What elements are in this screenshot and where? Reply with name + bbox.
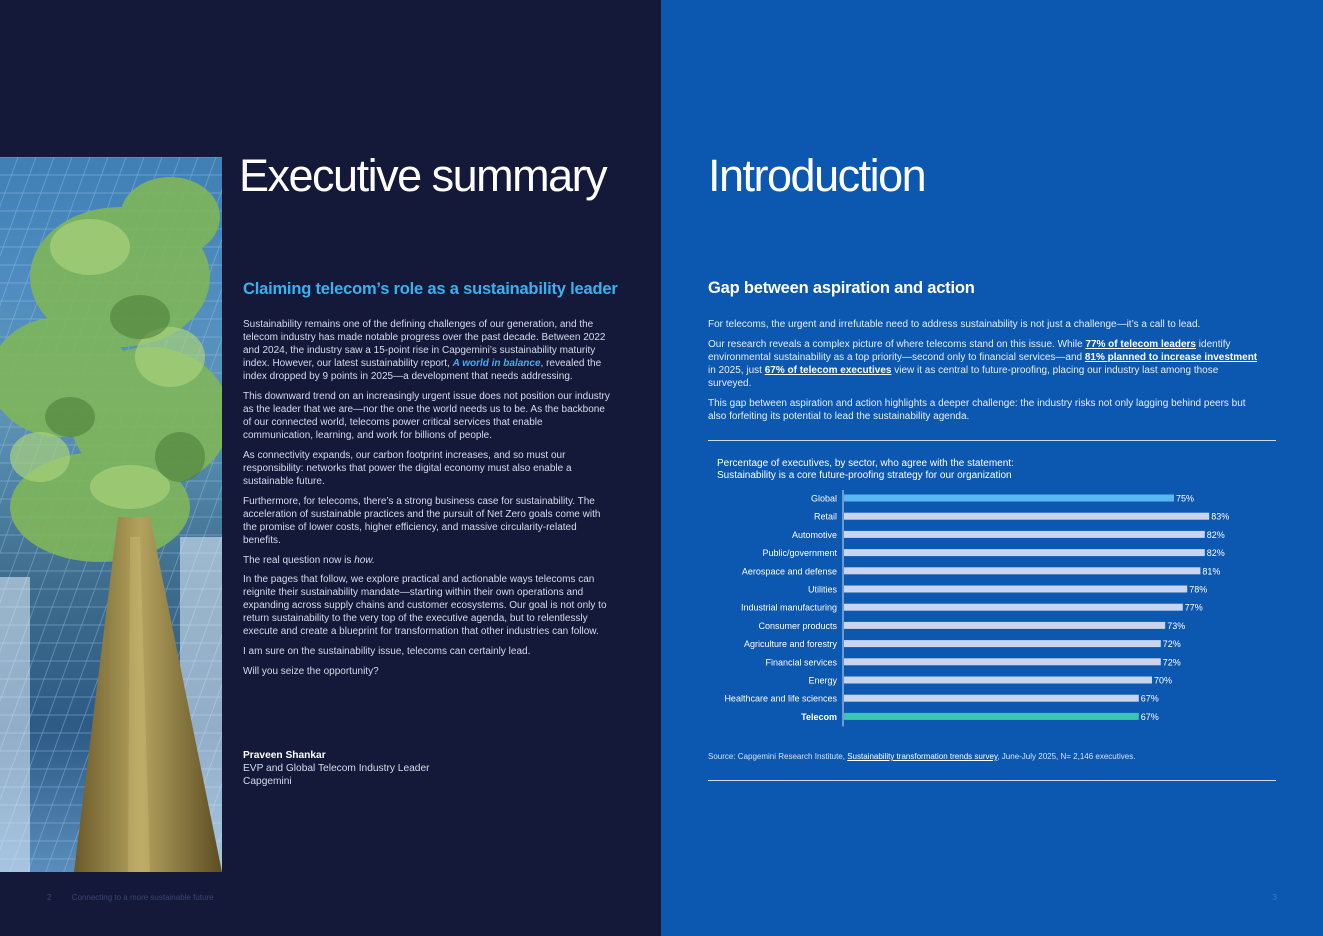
page-number: 2 bbox=[47, 893, 52, 902]
paragraph bbox=[708, 338, 1258, 390]
signature-name: Praveen Shankar bbox=[243, 750, 326, 761]
bar-financial-services bbox=[844, 658, 1161, 665]
emphasis-text: how. bbox=[354, 554, 375, 566]
chart-source bbox=[708, 752, 1135, 761]
category-label: Healthcare and life sciences bbox=[724, 693, 837, 704]
tree-photo bbox=[0, 157, 222, 872]
category-label: Utilities bbox=[807, 584, 837, 595]
value-label: 67% bbox=[1140, 711, 1159, 722]
bar-healthcare-and-life-sciences bbox=[844, 695, 1139, 702]
source-text: Source: Capgemini Research Institute, bbox=[708, 752, 845, 761]
paragraph: In the pages that follow, we explore practical and actionable ways telecoms can reignite their sustainability mandate—starting within their own operations and expanding across supply chains and customer ecosystems. Our goal is not only to return sustainability to the very top of the executive agenda, but to relentlessly execute and create a blueprint for transformation that other industries can follow. bbox=[243, 574, 607, 638]
category-label: Industrial manufacturing bbox=[740, 602, 837, 613]
footer bbox=[1273, 893, 1277, 902]
signature-role: EVP and Global Telecom Industry Leader bbox=[243, 763, 430, 774]
category-label: Financial services bbox=[765, 657, 837, 668]
paragraph bbox=[243, 318, 615, 383]
left-page bbox=[0, 0, 661, 936]
category-label: Global bbox=[810, 493, 837, 504]
category-label: Consumer products bbox=[758, 620, 837, 631]
value-label: 75% bbox=[1176, 493, 1195, 504]
right-page bbox=[661, 0, 1323, 936]
paragraph-text: The real question now is bbox=[243, 554, 352, 566]
paragraph: I am sure on the sustainability issue, telecoms can certainly lead. bbox=[243, 646, 531, 658]
value-label: 81% bbox=[1202, 566, 1221, 577]
bar-public-government bbox=[844, 549, 1205, 556]
page-number: 3 bbox=[1272, 893, 1277, 902]
stat-link-investment[interactable]: 81% planned to increase investment bbox=[1084, 352, 1258, 363]
source-text: , June-July 2025, N= 2,146 executives. bbox=[997, 752, 1136, 761]
stat-link-telecom-executives[interactable]: 67% of telecom executives bbox=[764, 365, 892, 376]
paragraph: Will you seize the opportunity? bbox=[243, 665, 379, 677]
paragraph-text: Our research reveals a complex picture of where telecoms stand on this issue. While bbox=[708, 339, 1083, 350]
category-label: Telecom bbox=[801, 711, 837, 722]
value-label: 73% bbox=[1167, 620, 1186, 631]
value-label: 72% bbox=[1162, 639, 1181, 650]
bar-telecom bbox=[844, 713, 1139, 720]
survey-link[interactable]: Sustainability transformation trends survey bbox=[847, 752, 998, 761]
value-label: 77% bbox=[1184, 602, 1203, 613]
bar-industrial-manufacturing bbox=[844, 604, 1183, 611]
signature-block bbox=[243, 749, 430, 788]
bar-retail bbox=[844, 513, 1209, 520]
footer bbox=[47, 893, 214, 902]
introduction-body bbox=[708, 318, 1258, 430]
paragraph-text: view it as central to future-proofing, placing our industry last among those surveyed. bbox=[708, 365, 1219, 389]
value-label: 78% bbox=[1189, 584, 1208, 595]
divider bbox=[708, 780, 1276, 781]
bar-utilities bbox=[844, 586, 1187, 593]
paragraph-text: in 2025, just bbox=[708, 365, 762, 376]
stat-link-telecom-leaders[interactable]: 77% of telecom leaders bbox=[1085, 339, 1196, 350]
paragraph: For telecoms, the urgent and irrefutable need to address sustainability is not just a challenge—it’s a call to lead. bbox=[708, 319, 1201, 330]
chart-title bbox=[717, 458, 1237, 482]
category-label: Aerospace and defense bbox=[741, 566, 837, 577]
value-label: 67% bbox=[1140, 693, 1159, 704]
bar-global bbox=[844, 495, 1174, 502]
paragraph: As connectivity expands, our carbon footprint increases, and so must our responsibility: networks that power the digital economy must also enable a sustainable future. bbox=[243, 449, 572, 488]
paragraph-text: Sustainability remains one of the defining challenges of our generation, and the telecom industry has made notable progress over the past decade. Between 2022 and 2024, the industry saw a 15-point rise in Capgemini’s sustainability maturity index. However, our latest sustainability report, bbox=[243, 319, 606, 370]
tree-illustration bbox=[0, 157, 222, 872]
chart-subtitle-line: Sustainability is a core future-proofing strategy for our organization bbox=[717, 470, 1012, 481]
category-label: Retail bbox=[813, 511, 837, 522]
footer-title: Connecting to a more sustainable future bbox=[71, 893, 214, 902]
value-label: 83% bbox=[1211, 511, 1230, 522]
paragraph: This downward trend on an increasingly urgent issue does not position our industry as the leader that we are—nor the one the world needs us to be. As the backbone of our connected world, telecoms power critical services that enable communication, learning, and work for billions of people. bbox=[243, 390, 610, 442]
bar-energy bbox=[844, 677, 1152, 684]
paragraph bbox=[243, 554, 615, 567]
category-label: Automotive bbox=[791, 529, 837, 540]
section-subhead: Gap between aspiration and action bbox=[708, 279, 975, 297]
bar-agriculture-and-forestry bbox=[844, 640, 1161, 647]
report-link[interactable]: A world in balance bbox=[452, 358, 541, 370]
signature-company: Capgemini bbox=[243, 776, 292, 787]
bar-aerospace-and-defense bbox=[844, 567, 1200, 574]
paragraph-text: , revealed the index dropped by 9 points in 2025—a development that needs addressing. bbox=[243, 358, 602, 383]
page-title: Introduction bbox=[708, 150, 926, 201]
value-label: 82% bbox=[1206, 529, 1225, 540]
value-label: 82% bbox=[1206, 548, 1225, 559]
bar-consumer-products bbox=[844, 622, 1165, 629]
paragraph: Furthermore, for telecoms, there’s a strong business case for sustainability. The acceleration of sustainable practices and the pursuit of Net Zero goals come with the promise of lower costs, higher efficiency, and massive circularity-related benefits. bbox=[243, 495, 601, 546]
value-label: 72% bbox=[1162, 657, 1181, 668]
category-label: Energy bbox=[808, 675, 837, 686]
chart-title-line: Percentage of executives, by sector, who agree with the statement: bbox=[717, 458, 1014, 469]
divider bbox=[708, 440, 1276, 441]
paragraph: This gap between aspiration and action highlights a deeper challenge: the industry risks not only lagging behind peers but also forfeiting its potential to lead the sustainability agenda. bbox=[708, 398, 1246, 422]
section-subhead: Claiming telecom’s role as a sustainability leader bbox=[243, 280, 618, 298]
executive-summary-body bbox=[243, 318, 615, 684]
category-label: Public/government bbox=[762, 548, 837, 559]
sector-bar-chart bbox=[661, 488, 1323, 728]
bar-automotive bbox=[844, 531, 1205, 538]
category-label: Agriculture and forestry bbox=[743, 639, 837, 650]
page-title: Executive summary bbox=[239, 150, 607, 201]
paragraph-text: identify environmental sustainability as a top priority—second only to financial services—and bbox=[708, 339, 1231, 363]
value-label: 70% bbox=[1154, 675, 1173, 686]
